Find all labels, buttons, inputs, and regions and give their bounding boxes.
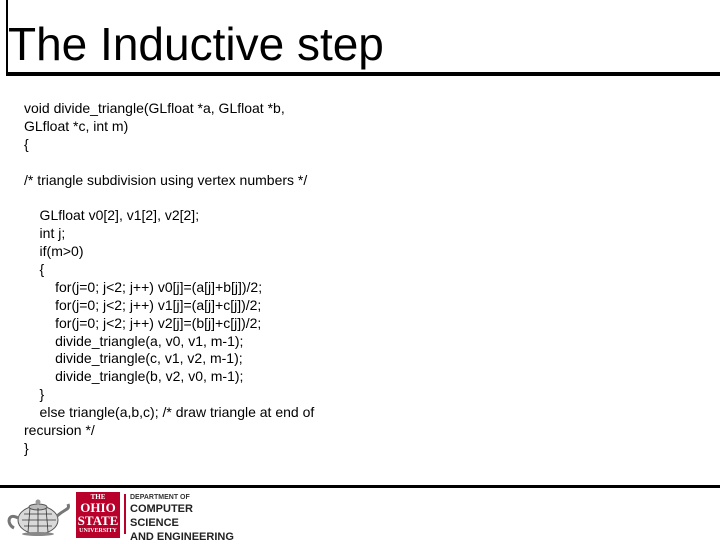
osu-logo-line4: UNIVERSITY: [79, 528, 117, 534]
code-line: if(m>0): [24, 243, 84, 260]
code-line: divide_triangle(b, v2, v0, m-1);: [24, 368, 244, 385]
code-line: int j;: [24, 225, 66, 242]
department-line2: COMPUTER SCIENCE: [130, 503, 193, 529]
osu-logo-line1: THE: [90, 493, 106, 501]
code-line: else triangle(a,b,c); /* draw triangle at end of: [24, 404, 315, 421]
code-line: {: [24, 135, 29, 152]
code-line: /* triangle subdivision using vertex numbers */: [24, 171, 308, 188]
osu-logo-line3: STATE: [77, 513, 119, 528]
code-line: GLfloat v0[2], v1[2], v2[2];: [24, 207, 200, 224]
code-line: for(j=0; j<2; j++) v0[j]=(a[j]+b[j])/2;: [24, 278, 263, 295]
code-line: void divide_triangle(GLfloat *a, GLfloat *b,: [24, 100, 285, 116]
department-line1: DEPARTMENT OF: [130, 494, 190, 501]
code-line: divide_triangle(a, v0, v1, m-1);: [24, 332, 244, 349]
code-line: for(j=0; j<2; j++) v2[j]=(b[j]+c[j])/2;: [24, 314, 262, 331]
code-line: [24, 154, 444, 172]
code-line: }: [24, 439, 29, 456]
code-line: {: [24, 261, 45, 278]
department-label: [124, 494, 240, 543]
code-line: for(j=0; j<2; j++) v1[j]=(a[j]+c[j])/2;: [24, 296, 262, 313]
slide-title: The Inductive step: [8, 18, 384, 70]
title-bar: [0, 0, 720, 78]
department-line3: AND ENGINEERING: [130, 531, 234, 543]
code-line: [24, 189, 444, 207]
teapot-icon: [0, 490, 72, 538]
osu-logo: [76, 492, 120, 538]
code-line: GLfloat *c, int m): [24, 117, 129, 134]
code-line: divide_triangle(c, v1, v2, m-1);: [24, 350, 243, 367]
osu-logo-line2: OHIO: [80, 500, 116, 515]
title-underline: [6, 72, 720, 76]
code-line: recursion */: [24, 422, 95, 439]
code-block: [24, 100, 444, 458]
code-line: }: [24, 386, 45, 403]
